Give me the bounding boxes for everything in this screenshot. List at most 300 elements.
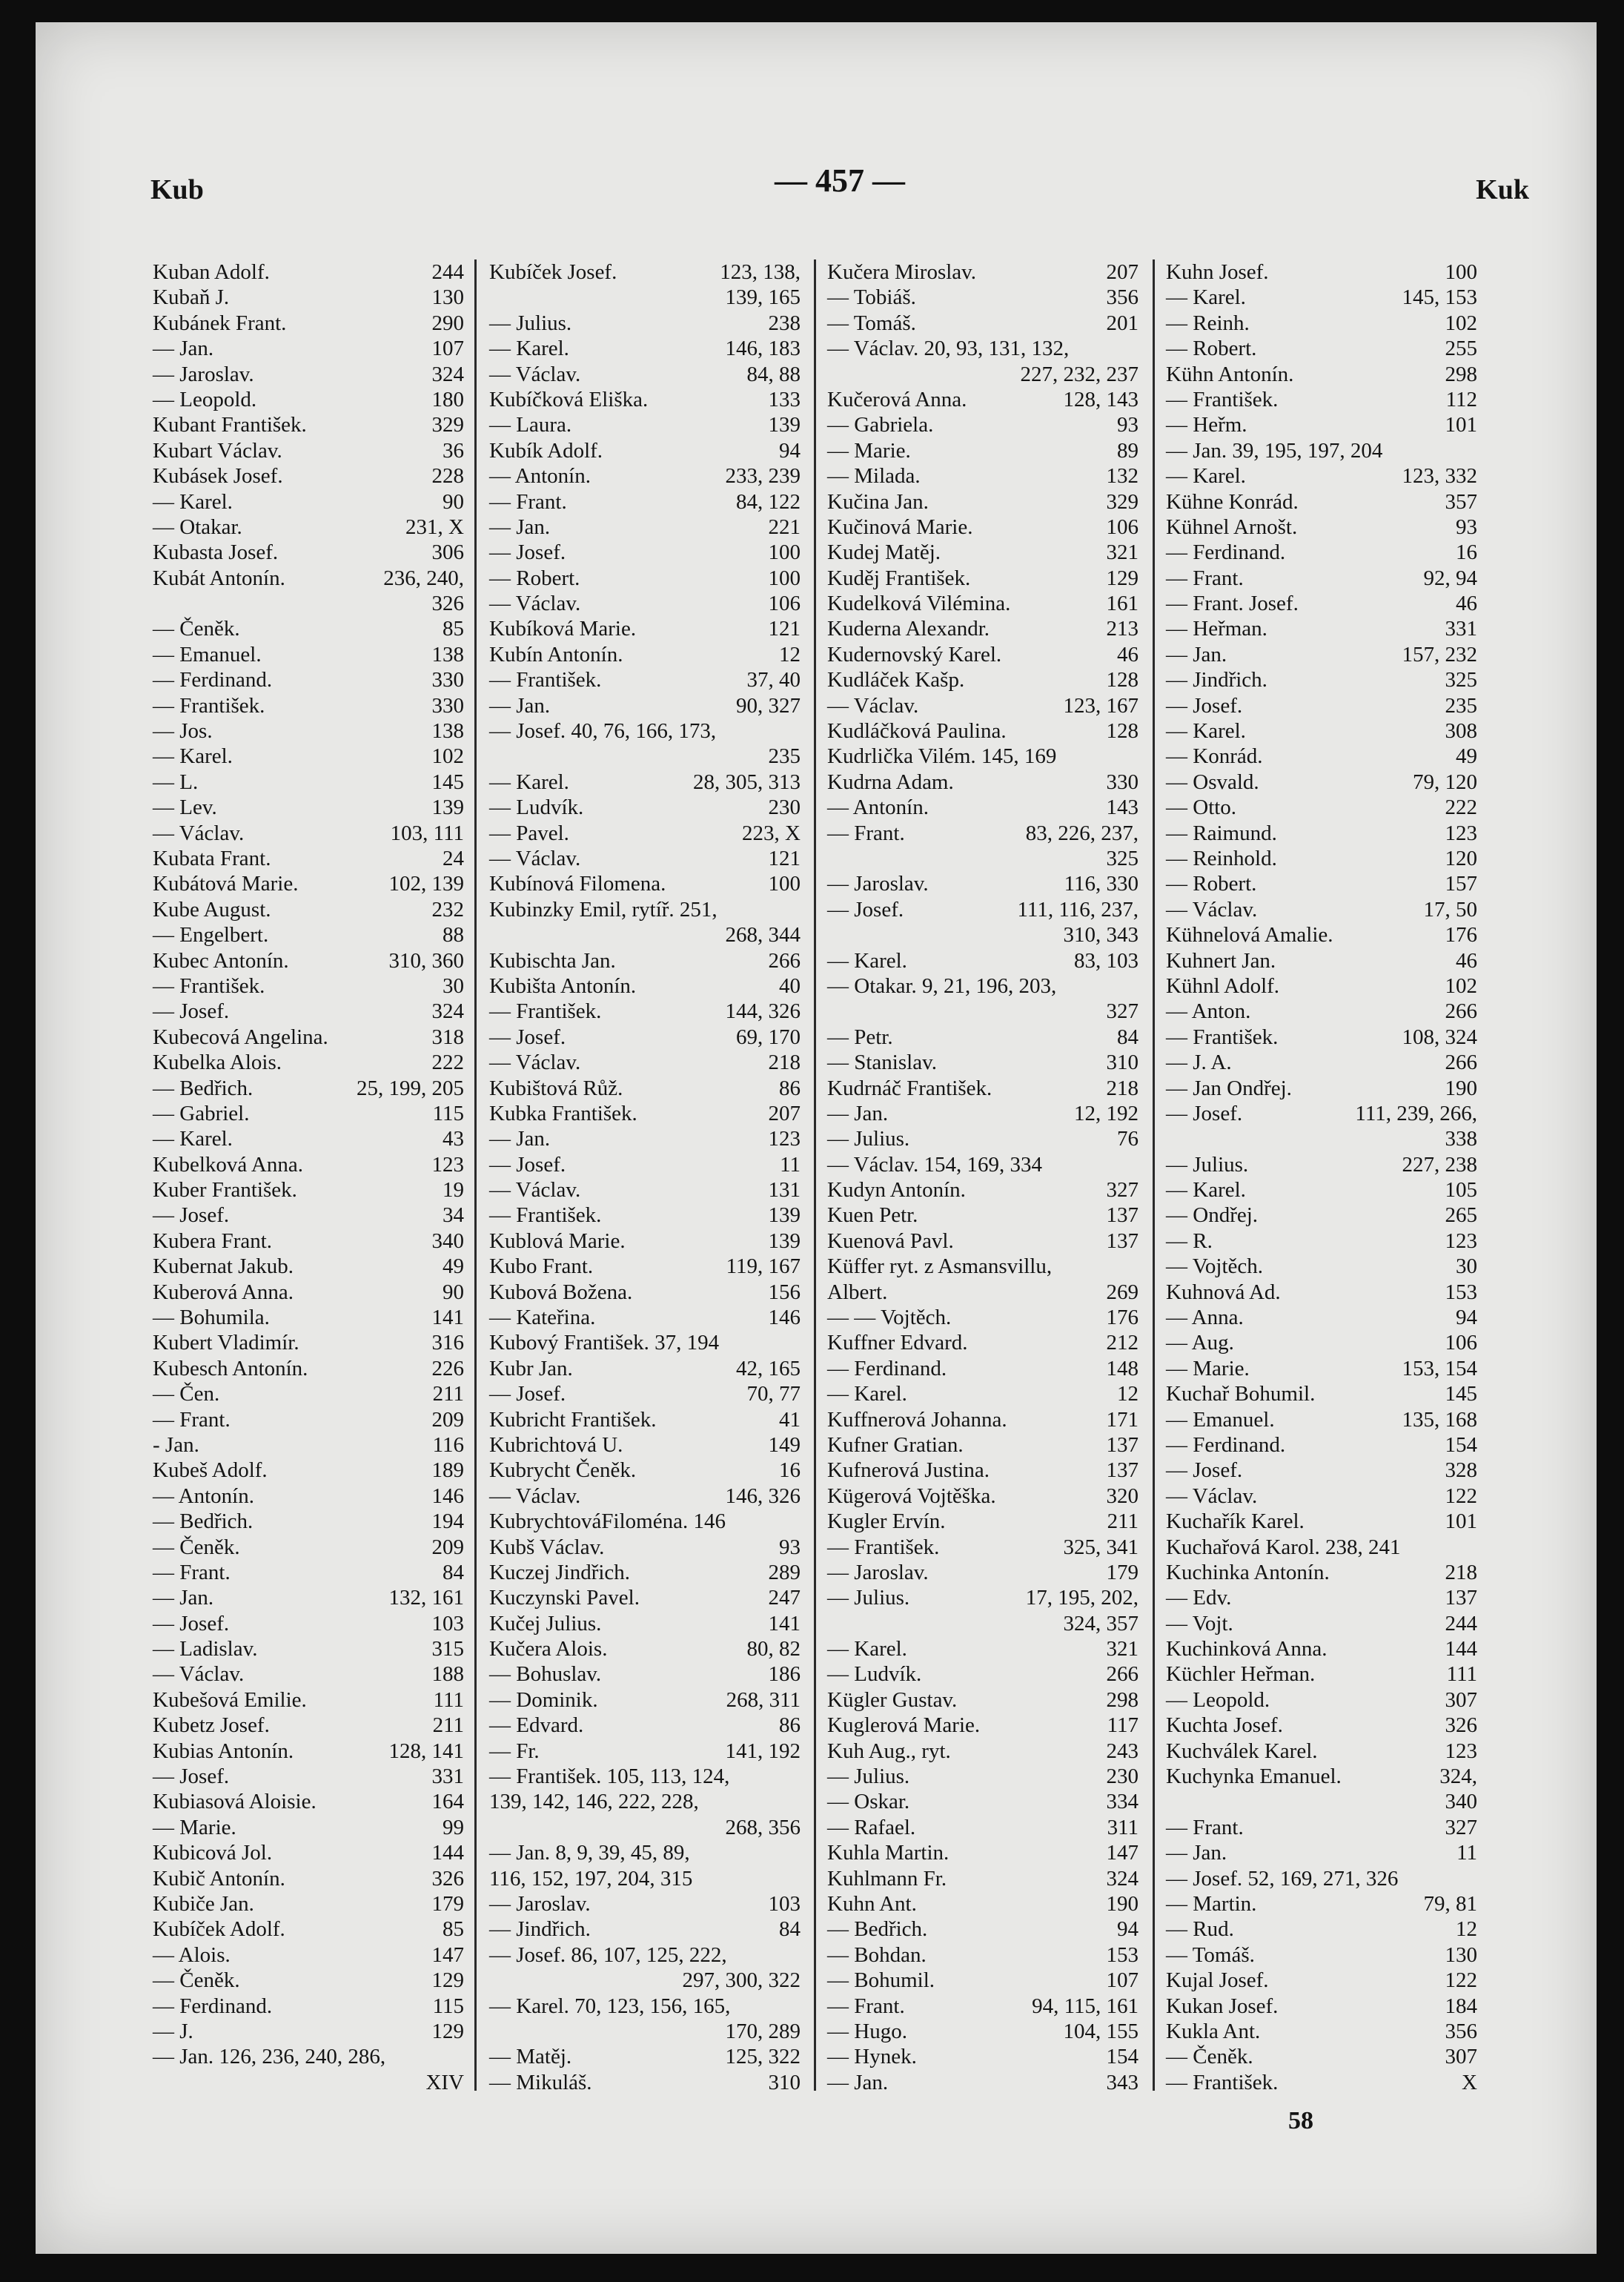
entry-name: Kuhlmann Fr. <box>827 1866 947 1891</box>
entry-pages: 171 <box>1106 1407 1139 1432</box>
index-entry <box>153 718 464 744</box>
entry-pages: 83, 226, 237, <box>1025 821 1139 845</box>
index-entry <box>153 667 464 692</box>
entry-pages: 106 <box>1106 515 1139 539</box>
index-entry <box>489 489 801 515</box>
index-entry <box>1166 1407 1477 1432</box>
entry-name: — Antonín. <box>489 464 591 489</box>
entry-name: — Ferdinand. <box>153 1994 273 2018</box>
entry-pages: 244 <box>1445 1611 1477 1636</box>
entry-pages: 123 <box>1445 1228 1477 1253</box>
index-entry <box>489 540 801 565</box>
entry-pages: 106 <box>768 592 801 616</box>
entry-pages: 89 <box>1117 438 1139 463</box>
entry-pages: 28, 305, 313 <box>693 770 801 794</box>
entry-name: — Čeněk. <box>153 1968 240 1993</box>
entry-pages: 179 <box>431 1892 464 1916</box>
index-entry <box>489 2070 801 2095</box>
entry-name: — Václav. <box>489 1051 581 1075</box>
entry-name: — Mikuláš. <box>489 2070 592 2094</box>
entry-pages: 255 <box>1445 337 1477 361</box>
entry-name: — Oskar. <box>827 1790 910 1814</box>
entry-name: Kubecová Angelina. <box>153 1025 328 1049</box>
index-entry <box>1166 540 1477 565</box>
entry-pages: 265 <box>1445 1203 1477 1228</box>
entry-name: — Ferdinand. <box>1166 1432 1286 1457</box>
index-entry <box>153 1050 464 1075</box>
entry-name: — Frant. <box>1166 1815 1244 1839</box>
index-entry <box>1166 821 1477 846</box>
entry-pages: 331 <box>1445 617 1477 641</box>
entry-pages: 101 <box>1445 1509 1477 1534</box>
entry-name: Kubart Václav. <box>153 438 282 463</box>
entry-pages: 266 <box>768 948 801 973</box>
index-entry <box>827 693 1139 718</box>
entry-pages: 230 <box>768 796 801 820</box>
entry-pages: 85 <box>443 1917 464 1942</box>
entry-name: Kuchař Bohumil. <box>1166 1382 1316 1406</box>
index-entry <box>153 1661 464 1687</box>
entry-pages: 329 <box>431 413 464 437</box>
entry-name: — Aug. <box>1166 1331 1234 1355</box>
entry-name: Kubera Frant. <box>153 1228 273 1253</box>
entry-pages: 144, 326 <box>725 999 801 1024</box>
entry-name: — Frant. <box>489 489 567 514</box>
entry-pages: 112 <box>1445 387 1477 411</box>
entry-name: — J. <box>153 2019 193 2043</box>
index-entry <box>489 515 801 540</box>
entry-pages: 85 <box>443 617 464 641</box>
entry-name: Kujal Josef. <box>1166 1968 1269 1993</box>
entry-pages: 194 <box>431 1509 464 1534</box>
entry-pages: 357 <box>1445 489 1477 514</box>
entry-name: Kubant František. <box>153 413 307 437</box>
entry-name: Kuchařík Karel. <box>1166 1509 1305 1534</box>
index-entry <box>153 616 464 641</box>
entry-pages: 221 <box>768 515 801 539</box>
entry-pages: 16 <box>779 1458 801 1483</box>
entry-name: — Frant. Josef. <box>1166 592 1299 616</box>
entry-pages: 211 <box>1107 1509 1139 1534</box>
entry-pages: 90 <box>443 1280 464 1304</box>
entry-pages: 330 <box>431 693 464 718</box>
entry-pages: 105 <box>1445 1178 1477 1203</box>
entry-name: — R. <box>1166 1228 1213 1253</box>
index-entry <box>1166 616 1477 641</box>
entry-name: Kuděj František. <box>827 566 971 590</box>
entry-pages: 123 <box>1445 821 1477 845</box>
index-entry <box>1166 642 1477 667</box>
index-entry <box>827 2019 1139 2044</box>
index-entry <box>827 973 1139 999</box>
entry-pages: 79, 120 <box>1413 770 1477 794</box>
entry-pages: 324, <box>1439 1765 1477 1789</box>
entry-pages: 123, 167 <box>1063 693 1139 718</box>
entry-pages: 46 <box>1456 592 1477 616</box>
entry-name: — Ferdinand. <box>153 668 273 692</box>
entry-name: — Hynek. <box>827 2045 917 2069</box>
entry-name: Kubert Vladimír. <box>153 1331 299 1355</box>
entry-name: Kubeš Adolf. <box>153 1458 268 1483</box>
entry-name: — Tomáš. <box>827 311 916 335</box>
index-entry <box>489 1076 801 1101</box>
entry-pages: 100 <box>768 540 801 565</box>
entry-pages: 92, 94 <box>1423 566 1477 590</box>
entry-name: Kubínová Filomena. <box>489 872 666 896</box>
entry-name: Kubát Antonín. <box>153 566 285 590</box>
entry-pages: 120 <box>1445 846 1477 870</box>
entry-pages: 123 <box>1445 1739 1477 1763</box>
entry-pages: 115 <box>432 1994 464 2018</box>
entry-name: — Otakar. 9, 21, 196, 203, <box>827 973 1057 998</box>
entry-name: — Josef. <box>489 540 566 565</box>
entry-name: — Emanuel. <box>153 642 262 667</box>
entry-name: — Václav. <box>1166 1484 1258 1508</box>
entry-name: — Josef. <box>489 1382 566 1406</box>
entry-pages: 16 <box>1456 540 1477 565</box>
index-entry <box>1166 1050 1477 1075</box>
index-entry <box>489 973 801 999</box>
entry-pages: 308 <box>1445 719 1477 744</box>
index-entry <box>827 2044 1139 2069</box>
entry-pages: 34 <box>443 1203 464 1228</box>
entry-pages: 211 <box>432 1713 464 1738</box>
entry-name: Kubetz Josef. <box>153 1713 270 1738</box>
index-entry <box>1166 1152 1477 1177</box>
index-entry <box>1166 1535 1477 1560</box>
index-entry <box>489 1585 801 1610</box>
entry-pages: 111, 116, 237, <box>1017 897 1139 922</box>
entry-pages: 84, 122 <box>736 489 801 514</box>
entry-pages: 12, 192 <box>1074 1101 1139 1125</box>
entry-pages: 129 <box>431 2019 464 2043</box>
index-entry <box>1166 489 1477 515</box>
entry-name: — Bedřich. <box>153 1509 253 1534</box>
entry-name: Kubka František. <box>489 1101 637 1125</box>
index-entry <box>153 1280 464 1305</box>
entry-name: Kučej Julius. <box>489 1611 602 1636</box>
entry-name: Kubiče Jan. <box>153 1892 254 1916</box>
entry-pages: 149 <box>768 1432 801 1457</box>
index-entry <box>827 846 1139 871</box>
entry-name: Kubištová Růž. <box>489 1076 623 1100</box>
entry-name: Kubr Jan. <box>489 1356 573 1380</box>
entry-name: Kudrnáč František. <box>827 1076 992 1100</box>
index-entry <box>827 1484 1139 1509</box>
index-entry <box>1166 1509 1477 1534</box>
index-entry <box>489 1866 801 1891</box>
entry-pages: 186 <box>768 1662 801 1687</box>
entry-name: Kubánek Frant. <box>153 311 287 335</box>
entry-name: — Raimund. <box>1166 821 1277 845</box>
index-entry <box>1166 973 1477 999</box>
index-entry <box>153 1432 464 1458</box>
entry-pages: 227, 238 <box>1402 1152 1477 1177</box>
index-entry <box>153 973 464 999</box>
index-entry <box>827 667 1139 692</box>
entry-pages: 30 <box>443 973 464 998</box>
entry-name: — Karel. <box>827 1637 907 1661</box>
entry-pages: 84 <box>779 1917 801 1942</box>
entry-pages: 184 <box>1445 1994 1477 2018</box>
entry-pages: 244 <box>431 260 464 284</box>
entry-name: — František. <box>489 668 602 692</box>
index-entry <box>827 1305 1139 1330</box>
index-entry <box>153 1177 464 1203</box>
entry-name: — Petr. <box>827 1025 893 1049</box>
entry-name: — Ferdinand. <box>827 1356 947 1380</box>
entry-pages: 190 <box>1106 1892 1139 1916</box>
entry-name: — Kateřina. <box>489 1306 596 1330</box>
entry-pages: 331 <box>431 1765 464 1789</box>
entry-pages: 141, 192 <box>725 1739 801 1763</box>
index-entry <box>489 1203 801 1228</box>
entry-pages: 310 <box>768 2070 801 2094</box>
index-entry <box>827 1509 1139 1534</box>
index-entry <box>827 871 1139 896</box>
entry-name: Kühn Antonín. <box>1166 362 1294 386</box>
entry-pages: 231, X <box>405 515 464 539</box>
entry-pages: 24 <box>443 846 464 870</box>
index-entry <box>489 1305 801 1330</box>
entry-pages: 153, 154 <box>1402 1356 1477 1380</box>
entry-name: — Václav. 154, 169, 334 <box>827 1152 1042 1177</box>
index-entry <box>827 1025 1139 1050</box>
index-entry <box>827 821 1139 846</box>
entry-pages: 207 <box>1106 260 1139 284</box>
index-entry <box>827 438 1139 463</box>
header-left-guideword: Kub <box>150 174 204 205</box>
index-entry <box>1166 1866 1477 1891</box>
entry-pages: 86 <box>779 1076 801 1100</box>
entry-name: — Jan. <box>153 337 214 361</box>
entry-name: — Josef. 40, 76, 166, 173, <box>489 719 717 744</box>
entry-pages: 154 <box>1106 2045 1139 2069</box>
index-entry <box>153 259 464 285</box>
entry-pages: 145 <box>1445 1382 1477 1406</box>
entry-name: Kügerová Vojtěška. <box>827 1484 996 1508</box>
entry-pages: 133 <box>768 387 801 411</box>
index-entry <box>153 1228 464 1254</box>
index-entry <box>827 1916 1139 1942</box>
index-entry <box>1166 1330 1477 1355</box>
entry-name: Kubásek Josef. <box>153 464 283 489</box>
entry-pages: 84 <box>1117 1025 1139 1049</box>
entry-pages: 170, 289 <box>725 2019 801 2043</box>
index-entry <box>489 1101 801 1126</box>
entry-pages: 102 <box>1445 311 1477 335</box>
index-entry <box>1166 2044 1477 2069</box>
entry-name: — Alois. <box>153 1942 231 1967</box>
entry-pages: 326 <box>431 1866 464 1891</box>
entry-pages: 164 <box>431 1790 464 1814</box>
index-entry <box>153 1687 464 1713</box>
entry-name: Kubíček Josef. <box>489 260 617 284</box>
entry-pages: 268, 344 <box>725 923 801 947</box>
index-entry <box>153 922 464 947</box>
entry-pages: 209 <box>431 1535 464 1559</box>
entry-pages: 147 <box>1106 1841 1139 1865</box>
entry-name: — Jan. <box>827 1101 889 1125</box>
entry-pages: 138 <box>431 642 464 667</box>
entry-pages: 326 <box>1445 1713 1477 1738</box>
entry-pages: 128, 143 <box>1063 387 1139 411</box>
entry-name: — Anton. <box>1166 999 1251 1024</box>
index-entry <box>489 1280 801 1305</box>
entry-pages: 84, 88 <box>746 362 801 386</box>
index-entry <box>1166 871 1477 896</box>
index-entry <box>827 540 1139 565</box>
index-entry <box>1166 1025 1477 1050</box>
entry-name: — Karel. <box>1166 464 1246 489</box>
entry-name: — Robert. <box>1166 337 1257 361</box>
entry-name: — J. A. <box>1166 1051 1232 1075</box>
index-entry <box>1166 1432 1477 1458</box>
index-entry <box>1166 1228 1477 1254</box>
index-entry <box>153 744 464 769</box>
entry-name: — Julius. <box>827 1127 910 1151</box>
entry-name: Kuenová Pavl. <box>827 1228 954 1253</box>
entry-name: Kuhn Josef. <box>1166 260 1269 284</box>
entry-name: — Bohuslav. <box>489 1662 602 1687</box>
index-entry <box>1166 1254 1477 1279</box>
entry-name: Kubesch Antonín. <box>153 1356 308 1380</box>
entry-name: Kuchynka Emanuel. <box>1166 1765 1342 1789</box>
entry-name: — Stanislav. <box>827 1051 937 1075</box>
index-entry <box>1166 463 1477 489</box>
entry-pages: 123 <box>431 1152 464 1177</box>
entry-name: — Dominik. <box>489 1687 598 1712</box>
entry-name: Kubátová Marie. <box>153 872 299 896</box>
entry-pages: 356 <box>1106 285 1139 310</box>
index-entry <box>827 412 1139 437</box>
index-entry <box>827 1636 1139 1661</box>
entry-name: — Leopold. <box>1166 1687 1270 1712</box>
entry-name: — Gabriela. <box>827 413 934 437</box>
entry-name: — Jan Ondřej. <box>1166 1076 1292 1100</box>
entry-pages: 139 <box>768 1203 801 1228</box>
entry-name: Kuczej Jindřich. <box>489 1560 631 1584</box>
entry-name: Kudernovský Karel. <box>827 642 1002 667</box>
entry-name: — Josef. <box>153 1611 230 1636</box>
entry-pages: 108, 324 <box>1402 1025 1477 1049</box>
entry-name: — Tomáš. <box>1166 1942 1255 1967</box>
entry-name: Kudláček Kašp. <box>827 668 965 692</box>
index-entry <box>489 770 801 795</box>
entry-pages: 307 <box>1445 2045 1477 2069</box>
entry-name: — Emanuel. <box>1166 1407 1275 1432</box>
index-entry <box>489 1152 801 1177</box>
entry-pages: 310 <box>1106 1051 1139 1075</box>
index-entry <box>489 1177 801 1203</box>
index-entry <box>827 1407 1139 1432</box>
entry-name: — Otto. <box>1166 796 1237 820</box>
entry-name: Kuchinka Antonín. <box>1166 1560 1330 1584</box>
entry-pages: 289 <box>768 1560 801 1584</box>
index-entry <box>489 1050 801 1075</box>
entry-name: Kuen Petr. <box>827 1203 918 1228</box>
entry-pages: 153 <box>1106 1942 1139 1967</box>
entry-pages: 227, 232, 237 <box>1020 362 1139 386</box>
entry-name: Kubricht František. <box>489 1407 657 1432</box>
entry-name: Kuhnert Jan. <box>1166 948 1276 973</box>
entry-name: — Marie. <box>827 438 911 463</box>
index-entry <box>489 463 801 489</box>
index-entry <box>489 1611 801 1636</box>
entry-name: — Engelbert. <box>153 923 269 947</box>
index-entry <box>489 1713 801 1738</box>
index-entry <box>1166 1381 1477 1406</box>
index-entry <box>827 1381 1139 1406</box>
entry-name: Kuber František. <box>153 1178 297 1203</box>
entry-pages: 40 <box>779 973 801 998</box>
index-column-2 <box>489 259 801 2095</box>
entry-name: Kuchválek Karel. <box>1166 1739 1318 1763</box>
index-entry <box>153 948 464 973</box>
entry-pages: 49 <box>443 1254 464 1279</box>
entry-name: — Josef. 86, 107, 125, 222, <box>489 1942 727 1967</box>
index-entry <box>1166 1611 1477 1636</box>
entry-name: — František. <box>153 973 265 998</box>
entry-pages: 93 <box>1456 515 1477 539</box>
index-entry <box>153 566 464 591</box>
entry-name: — Jan. <box>153 1586 214 1610</box>
entry-pages: 103 <box>431 1611 464 1636</box>
index-entry <box>827 1968 1139 1993</box>
entry-name: Kudláčková Paulina. <box>827 719 1007 744</box>
index-entry <box>827 1203 1139 1228</box>
entry-pages: 232 <box>431 897 464 922</box>
index-entry <box>827 311 1139 336</box>
entry-pages: 330 <box>431 668 464 692</box>
entry-pages: 147 <box>431 1942 464 1967</box>
entry-name: Kubicová Jol. <box>153 1841 273 1865</box>
entry-pages: 88 <box>443 923 464 947</box>
entry-name: — Edvard. <box>489 1713 584 1738</box>
entry-name: Kuchařová Karol. 238, 241 <box>1166 1535 1401 1559</box>
entry-pages: 268, 356 <box>725 1815 801 1839</box>
index-entry <box>1166 311 1477 336</box>
entry-name: Kuban Adolf. <box>153 260 270 284</box>
index-entry <box>489 871 801 896</box>
index-entry <box>827 1789 1139 1814</box>
entry-name: — Čeněk. <box>153 1535 240 1559</box>
index-entry <box>827 1739 1139 1764</box>
entry-pages: 238 <box>768 311 801 335</box>
entry-name: — Jan. <box>827 2070 889 2094</box>
entry-name: — Josef. <box>1166 1101 1243 1125</box>
entry-name: — Václav. <box>1166 897 1258 922</box>
entry-name: — Čeněk. <box>1166 2045 1253 2069</box>
entry-name: — Karel. <box>489 770 569 794</box>
entry-pages: 318 <box>431 1025 464 1049</box>
entry-pages: 326 <box>431 592 464 616</box>
entry-name: — Václav. 20, 93, 131, 132, <box>827 337 1070 361</box>
entry-pages: 146 <box>431 1484 464 1508</box>
entry-pages: 330 <box>1106 770 1139 794</box>
entry-name: — Martin. <box>1166 1892 1257 1916</box>
index-entry <box>827 1356 1139 1381</box>
entry-name: — Ludvík. <box>489 796 584 820</box>
entry-name: Kučera Alois. <box>489 1637 608 1661</box>
entry-name: Kubrycht Čeněk. <box>489 1458 637 1483</box>
entry-name: — Edv. <box>1166 1586 1232 1610</box>
index-entry <box>1166 667 1477 692</box>
index-entry <box>153 1484 464 1509</box>
entry-name: Kublová Marie. <box>489 1228 626 1253</box>
entry-name: Kučera Miroslav. <box>827 260 977 284</box>
index-entry <box>153 463 464 489</box>
